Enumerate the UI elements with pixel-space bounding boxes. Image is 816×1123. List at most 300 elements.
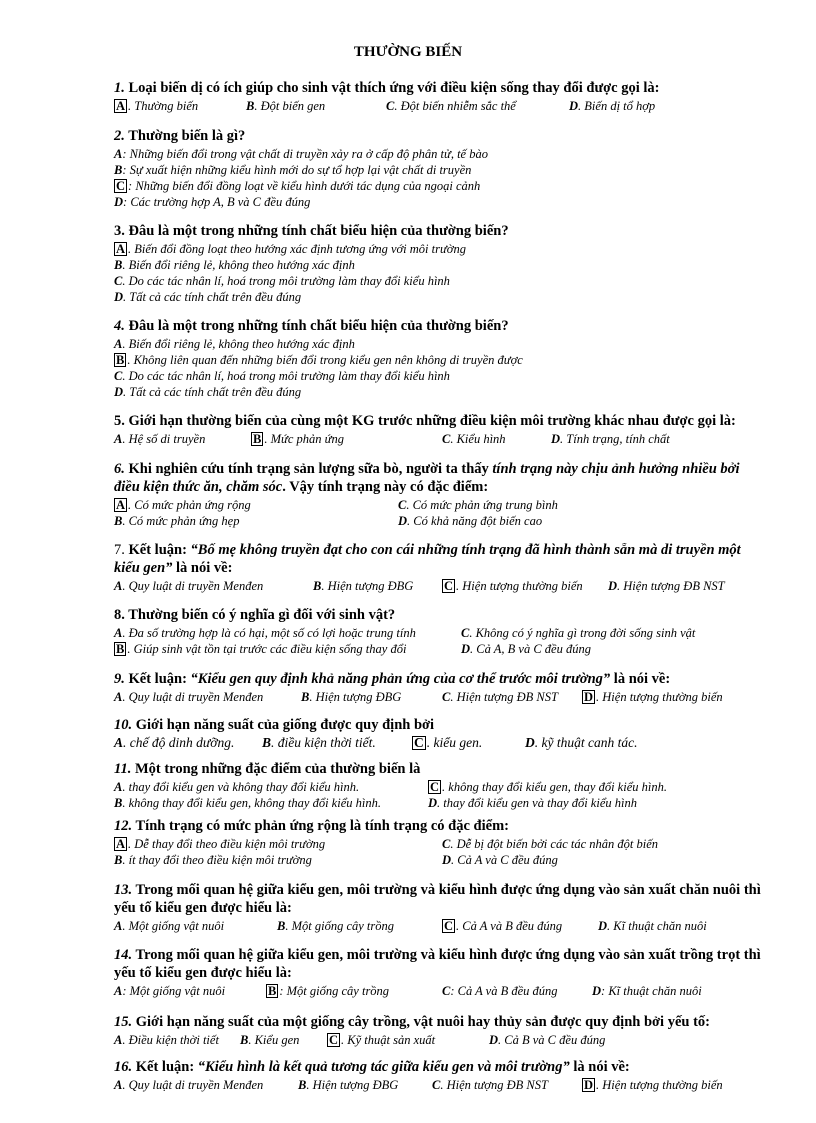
option-c[interactable]: [327, 1032, 435, 1048]
question-quote: “Kiểu hình là kết quả tương tác giữa kiểu gen và môi trường”: [197, 1059, 570, 1075]
answer-options: [114, 1077, 764, 1093]
question-text: [114, 1013, 764, 1031]
question-text: [114, 881, 764, 917]
question-stem: Loại biến dị có ích giúp cho sinh vật thích ứng với điều kiện sống thay đổi được gọi là:: [128, 80, 660, 96]
question-stem: Kết luận:: [128, 542, 191, 558]
option-a[interactable]: [114, 497, 251, 513]
answer-options: [114, 497, 764, 529]
option-letter: C: [114, 274, 123, 288]
option-text: Có khả năng đột biến cao: [413, 514, 543, 528]
option-separator: .: [469, 626, 476, 640]
option-text: Hiện tượng ĐB NST: [623, 579, 725, 593]
correct-answer-marker: C: [116, 179, 126, 193]
option-letter: A: [114, 919, 123, 933]
option-separator: .: [285, 919, 292, 933]
option-letter: A: [114, 579, 123, 593]
answer-options: [114, 836, 764, 868]
option-c[interactable]: [398, 497, 558, 513]
option-text: Kỹ thuật sản xuất: [347, 1033, 436, 1047]
option-separator: .: [127, 642, 134, 656]
option-row: [114, 289, 764, 305]
option-text: Một giống vật nuôi: [129, 984, 226, 998]
question-10: [114, 716, 764, 752]
option-separator: :: [279, 984, 287, 998]
option-row: [114, 336, 764, 352]
option-text: Đột biến gen: [260, 99, 326, 113]
option-separator: .: [123, 735, 130, 750]
option-letter: C: [386, 99, 395, 113]
option-text: kỹ thuật canh tác.: [541, 735, 638, 750]
option-text: Hiện tượng ĐB NST: [456, 690, 558, 704]
question-3: [114, 222, 764, 305]
option-c[interactable]: [412, 735, 482, 751]
question-12: [114, 817, 764, 868]
question-quote: “Bố mẹ không truyền đạt cho con cái những tính trạng đã hình thành sẵn mà di truyền một kiểu gen”: [114, 542, 741, 576]
option-separator: .: [122, 690, 129, 704]
option-b[interactable]: [114, 795, 381, 811]
correct-answer-marker: A: [116, 99, 126, 113]
question-13: [114, 881, 764, 934]
answer-options: [114, 983, 764, 999]
question-8: [114, 606, 764, 657]
option-c[interactable]: [442, 431, 506, 447]
option-separator: .: [122, 1033, 129, 1047]
answer-options: [114, 735, 764, 752]
option-c[interactable]: [442, 836, 658, 852]
option-b[interactable]: [114, 162, 471, 178]
option-c[interactable]: [442, 689, 558, 705]
option-d[interactable]: [442, 852, 558, 868]
option-letter: A: [114, 690, 123, 704]
option-row: [114, 368, 764, 384]
option-letter: B: [114, 163, 123, 177]
question-number: 9.: [114, 671, 125, 687]
option-letter: A: [114, 984, 123, 998]
option-d[interactable]: [428, 795, 637, 811]
option-text: Kiểu hình: [456, 432, 506, 446]
option-text: Kiểu gen: [254, 1033, 300, 1047]
option-separator: .: [122, 796, 129, 810]
option-row: [114, 689, 764, 705]
option-a[interactable]: [114, 836, 325, 852]
option-text: Đột biến nhiễm sắc thể: [400, 99, 516, 113]
option-separator: .: [254, 99, 261, 113]
option-letter: C: [114, 369, 123, 383]
option-text: Một giống cây trồng: [291, 919, 395, 933]
correct-answer-marker: C: [414, 735, 424, 750]
question-stem: Đâu là một trong những tính chất biểu hiện của thường biến?: [128, 318, 509, 334]
option-d[interactable]: [114, 384, 301, 400]
option-separator: .: [122, 780, 129, 794]
option-d[interactable]: [398, 513, 542, 529]
option-a[interactable]: [114, 431, 205, 447]
option-b[interactable]: [114, 257, 355, 273]
option-text: điều kiện thời tiết.: [277, 735, 376, 750]
option-separator: .: [450, 690, 457, 704]
option-text: Không có ý nghĩa gì trong đời sống sinh vật: [475, 626, 696, 640]
option-separator: .: [406, 498, 413, 512]
option-c[interactable]: [428, 779, 667, 795]
question-stem: Kết luận:: [128, 671, 191, 687]
option-row: [114, 1077, 764, 1093]
option-a[interactable]: [114, 336, 355, 352]
option-row: [114, 852, 764, 868]
option-c[interactable]: [114, 178, 480, 194]
option-text: Hiện tượng ĐBG: [312, 1078, 399, 1092]
option-separator: :: [128, 179, 136, 193]
option-b[interactable]: [114, 641, 406, 657]
answer-options: [114, 625, 764, 657]
option-text: Có mức phản ứng hẹp: [128, 514, 240, 528]
correct-answer-marker: B: [253, 432, 262, 446]
option-separator: .: [123, 385, 130, 399]
option-row: [114, 497, 764, 513]
question-stem: Kết luận:: [135, 1059, 198, 1075]
question-1: [114, 79, 764, 114]
option-text: Hiện tượng thường biến: [602, 1078, 723, 1092]
option-row: [114, 625, 764, 641]
option-d[interactable]: [114, 289, 301, 305]
option-separator: .: [534, 735, 542, 750]
option-row: [114, 146, 764, 162]
option-letter: B: [313, 579, 322, 593]
option-separator: .: [271, 735, 278, 750]
option-separator: :: [122, 984, 130, 998]
option-d[interactable]: [592, 983, 702, 999]
question-stem: Khi nghiên cứu tính trạng sản lượng sữa bò, người ta thấy: [128, 461, 493, 477]
option-row: [114, 384, 764, 400]
option-row: [114, 98, 764, 114]
option-letter: A: [114, 432, 123, 446]
option-separator: .: [394, 99, 401, 113]
option-separator: :: [601, 984, 609, 998]
option-b[interactable]: [240, 1032, 299, 1048]
option-d[interactable]: [582, 689, 723, 705]
option-row: [114, 352, 764, 368]
question-text: [114, 1058, 764, 1076]
option-b[interactable]: [246, 98, 325, 114]
option-letter: B: [114, 853, 123, 867]
question-text: [114, 946, 764, 982]
option-b[interactable]: [262, 735, 376, 751]
question-text: [114, 760, 764, 778]
option-row: [114, 1032, 764, 1048]
option-b[interactable]: [277, 918, 394, 934]
option-letter: B: [114, 796, 123, 810]
option-b[interactable]: [114, 852, 312, 868]
option-letter: C: [442, 690, 451, 704]
question-14: [114, 946, 764, 999]
option-text: Cả A, B và C đều đúng: [476, 642, 591, 656]
option-text: Quy luật di truyền Menđen: [128, 690, 264, 704]
option-a[interactable]: [114, 578, 263, 594]
option-separator: .: [122, 626, 129, 640]
option-separator: :: [123, 195, 131, 209]
question-stem: Một trong những đặc điểm của thường biến là: [134, 761, 421, 777]
option-text: Cả B và C đều đúng: [504, 1033, 606, 1047]
option-separator: .: [122, 919, 129, 933]
option-d[interactable]: [114, 194, 310, 210]
option-separator: :: [122, 163, 130, 177]
option-separator: .: [127, 353, 134, 367]
option-b[interactable]: [313, 578, 413, 594]
question-text: [114, 541, 764, 577]
option-text: Hiện tượng ĐB NST: [446, 1078, 548, 1092]
option-a[interactable]: [114, 1032, 219, 1048]
option-row: [114, 836, 764, 852]
option-c[interactable]: [114, 273, 450, 289]
answer-options: [114, 578, 764, 594]
option-row: [114, 918, 764, 934]
option-letter: C: [442, 837, 451, 851]
option-c[interactable]: [442, 983, 558, 999]
option-a[interactable]: [114, 983, 225, 999]
option-a[interactable]: [114, 1077, 263, 1093]
question-9: [114, 670, 764, 705]
question-number: 16.: [114, 1059, 133, 1075]
option-c[interactable]: [386, 98, 516, 114]
option-c[interactable]: [432, 1077, 548, 1093]
question-stem: là nói về:: [569, 1059, 630, 1075]
option-letter: A: [114, 337, 123, 351]
option-row: [114, 162, 764, 178]
option-separator: .: [442, 780, 449, 794]
question-number: 11.: [114, 761, 132, 777]
option-text: Do các tác nhân lí, hoá trong môi trường làm thay đổi kiểu hình: [128, 274, 450, 288]
option-text: Dễ bị đột biến bởi các tác nhân đột biến: [456, 837, 659, 851]
option-row: [114, 194, 764, 210]
option-letter: A: [114, 626, 123, 640]
option-c[interactable]: [461, 625, 695, 641]
option-letter: D: [598, 919, 608, 933]
question-stem: Thường biến có ý nghĩa gì đối với sinh vật?: [128, 607, 396, 623]
option-text: Kĩ thuật chăn nuôi: [608, 984, 702, 998]
option-a[interactable]: [114, 779, 359, 795]
correct-answer-marker: C: [444, 919, 454, 933]
option-text: Giúp sinh vật tồn tại trước các điều kiện sống thay đổi: [133, 642, 407, 656]
option-separator: .: [122, 432, 129, 446]
option-letter: D: [114, 195, 124, 209]
question-number: 5.: [114, 413, 125, 429]
option-letter: D: [398, 514, 408, 528]
answer-options: [114, 241, 764, 305]
option-d[interactable]: [525, 735, 637, 751]
option-letter: B: [246, 99, 255, 113]
question-4: [114, 317, 764, 400]
option-a[interactable]: [114, 625, 416, 641]
question-stem: Giới hạn năng suất của giống được quy định bởi: [135, 717, 435, 733]
option-row: [114, 178, 764, 194]
option-text: thay đổi kiểu gen và thay đổi kiểu hình: [443, 796, 637, 810]
question-number: 4.: [114, 318, 125, 334]
option-letter: B: [277, 919, 286, 933]
question-stem: là nói về:: [610, 671, 671, 687]
option-letter: A: [114, 1033, 123, 1047]
question-2: [114, 127, 764, 210]
option-text: Dễ thay đổi theo điều kiện môi trường: [134, 837, 326, 851]
option-separator: .: [122, 579, 129, 593]
option-text: Không liên quan đến những biến đổi trong kiểu gen nên không di truyền được: [133, 353, 523, 367]
option-letter: C: [398, 498, 407, 512]
option-letter: A: [114, 1078, 123, 1092]
option-text: Biến dị tổ hợp: [584, 99, 656, 113]
option-d[interactable]: [569, 98, 655, 114]
question-number: 6.: [114, 461, 125, 477]
option-text: Cả A và B đều đúng: [457, 984, 558, 998]
option-b[interactable]: [251, 431, 344, 447]
question-text: [114, 670, 764, 688]
option-d[interactable]: [461, 641, 591, 657]
option-letter: C: [442, 984, 451, 998]
option-b[interactable]: [301, 689, 401, 705]
option-letter: D: [489, 1033, 499, 1047]
answer-options: [114, 431, 764, 447]
option-text: không thay đổi kiểu gen, thay đổi kiểu hình.: [448, 780, 667, 794]
option-separator: .: [264, 432, 271, 446]
question-text: [114, 817, 764, 835]
question-number: 13.: [114, 882, 133, 898]
option-letter: B: [114, 514, 123, 528]
option-letter: A: [114, 735, 124, 750]
correct-answer-marker: C: [444, 579, 454, 593]
option-separator: .: [560, 432, 567, 446]
option-c[interactable]: [114, 368, 450, 384]
option-separator: .: [321, 579, 328, 593]
option-b[interactable]: [114, 513, 239, 529]
option-separator: .: [128, 242, 135, 256]
option-a[interactable]: [114, 241, 466, 257]
option-text: Một giống vật nuôi: [128, 919, 225, 933]
option-letter: D: [608, 579, 618, 593]
option-d[interactable]: [489, 1032, 605, 1048]
answer-options: [114, 336, 764, 400]
correct-answer-marker: D: [584, 690, 594, 704]
question-stem: Trong mối quan hệ giữa kiểu gen, môi trường và kiểu hình được ứng dụng vào sản xuất trồng trọt thì yếu tố kiểu gen được hiểu là:: [114, 947, 761, 981]
answer-options: [114, 689, 764, 705]
option-separator: .: [498, 1033, 505, 1047]
option-text: Thường biến: [134, 99, 199, 113]
option-row: [114, 983, 764, 999]
option-row: [114, 241, 764, 257]
correct-answer-marker: C: [430, 780, 440, 794]
option-separator: .: [578, 99, 585, 113]
question-number: 8.: [114, 607, 125, 623]
option-separator: .: [122, 1078, 129, 1092]
option-text: Đa số trường hợp là có hại, một số có lợi hoặc trung tính: [128, 626, 416, 640]
option-letter: B: [114, 258, 123, 272]
option-d[interactable]: [608, 578, 725, 594]
question-number: 15.: [114, 1014, 133, 1030]
question-number: 2.: [114, 128, 125, 144]
option-text: Hệ số di truyền: [128, 432, 206, 446]
answer-options: [114, 779, 764, 811]
option-c[interactable]: [442, 578, 583, 594]
question-stem: Trong mối quan hệ giữa kiểu gen, môi trường và kiểu hình được ứng dụng vào sản xuất chăn nuôi thì yếu tố kiểu gen được hiểu là:: [114, 882, 761, 916]
option-b[interactable]: [114, 352, 523, 368]
correct-answer-marker: D: [584, 1078, 594, 1092]
option-text: Hiện tượng thường biến: [462, 579, 583, 593]
option-a[interactable]: [114, 918, 224, 934]
option-d[interactable]: [582, 1077, 723, 1093]
question-stem: là nói về:: [172, 560, 233, 576]
option-separator: .: [456, 919, 463, 933]
option-text: Tất cả các tính chất trên đều đúng: [129, 385, 302, 399]
option-d[interactable]: [598, 918, 707, 934]
option-text: chế độ dinh dưỡng.: [129, 735, 235, 750]
option-a[interactable]: [114, 98, 198, 114]
option-text: Tất cả các tính chất trên đều đúng: [129, 290, 302, 304]
option-letter: D: [551, 432, 561, 446]
option-row: [114, 257, 764, 273]
question-number: 3.: [114, 223, 125, 239]
option-separator: .: [450, 432, 457, 446]
option-letter: B: [298, 1078, 307, 1092]
option-text: Hiện tượng ĐBG: [327, 579, 414, 593]
option-separator: .: [123, 290, 130, 304]
option-text: Mức phản ứng: [270, 432, 344, 446]
option-letter: B: [262, 735, 272, 750]
question-text: [114, 716, 764, 734]
option-letter: D: [525, 735, 535, 750]
question-text: [114, 222, 764, 240]
option-letter: D: [114, 385, 124, 399]
option-row: [114, 513, 764, 529]
question-number: 10.: [114, 717, 133, 733]
option-text: thay đổi kiểu gen và không thay đổi kiểu hình.: [128, 780, 360, 794]
option-b[interactable]: [266, 983, 389, 999]
option-c[interactable]: [442, 918, 562, 934]
correct-answer-marker: B: [116, 353, 125, 367]
option-letter: D: [461, 642, 471, 656]
option-a[interactable]: [114, 735, 234, 751]
question-stem: Thường biến là gì?: [128, 128, 246, 144]
option-text: Sự xuất hiện những kiểu hình mới do sự tổ hợp lại vật chất di truyền: [129, 163, 472, 177]
option-row: [114, 735, 764, 752]
option-separator: .: [128, 99, 135, 113]
option-separator: .: [128, 837, 135, 851]
option-text: Do các tác nhân lí, hoá trong môi trường làm thay đổi kiểu hình: [128, 369, 450, 383]
option-separator: .: [470, 642, 477, 656]
option-text: kiểu gen.: [433, 735, 483, 750]
option-separator: .: [122, 337, 129, 351]
option-letter: D: [442, 853, 452, 867]
option-text: Hiện tượng thường biến: [602, 690, 723, 704]
question-stem: Giới hạn thường biến của cùng một KG trước những điều kiện môi trường khác nhau được gọi là:: [128, 413, 736, 429]
option-text: Biến đổi đồng loạt theo hướng xác định tương ứng với môi trường: [134, 242, 466, 256]
answer-options: [114, 146, 764, 210]
option-d[interactable]: [551, 431, 670, 447]
option-separator: .: [122, 258, 129, 272]
option-a[interactable]: [114, 689, 263, 705]
answer-options: [114, 918, 764, 934]
question-stem: Giới hạn năng suất của một giống cây trồng, vật nuôi hay thủy sản được quy định bởi yếu tố:: [135, 1014, 710, 1030]
option-text: Các trường hợp A, B và C đều đúng: [130, 195, 311, 209]
option-separator: .: [596, 1078, 603, 1092]
option-separator: :: [122, 147, 130, 161]
option-text: Điều kiện thời tiết: [128, 1033, 219, 1047]
option-row: [114, 641, 764, 657]
option-a[interactable]: [114, 146, 488, 162]
option-separator: .: [407, 514, 414, 528]
correct-answer-marker: B: [268, 984, 277, 998]
option-letter: B: [240, 1033, 249, 1047]
option-text: Biến đổi riêng lẻ, không theo hướng xác định: [128, 258, 355, 272]
question-6: [114, 460, 764, 529]
option-b[interactable]: [298, 1077, 398, 1093]
option-separator: .: [122, 514, 129, 528]
option-text: Có mức phản ứng rộng: [134, 498, 251, 512]
correct-answer-marker: A: [116, 242, 126, 256]
